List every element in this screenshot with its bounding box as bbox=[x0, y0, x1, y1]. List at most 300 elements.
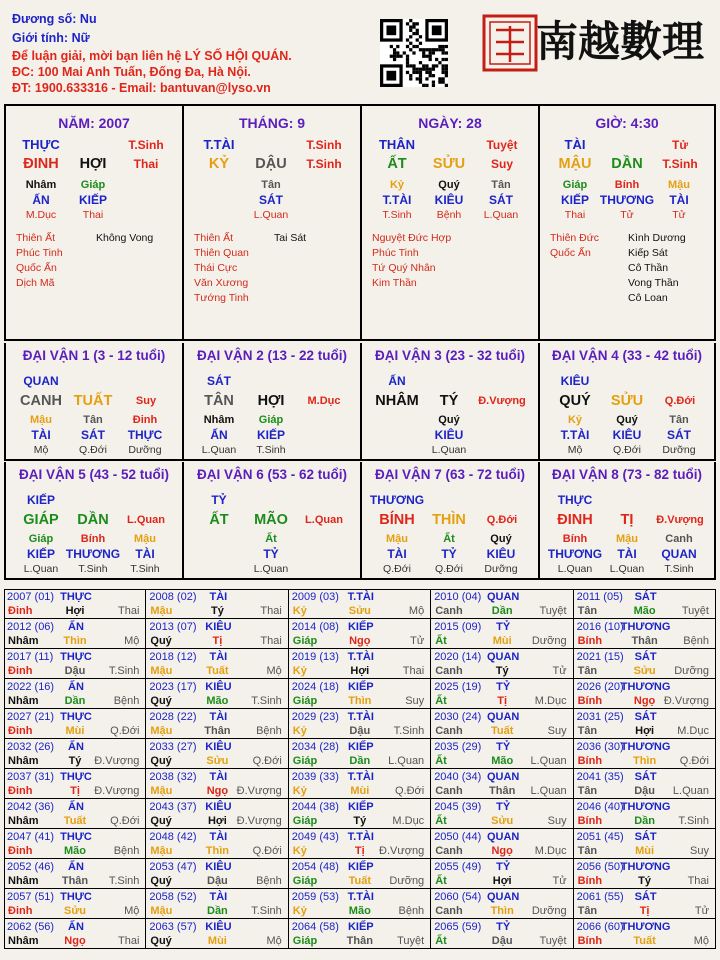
year-branch: Tuất bbox=[633, 935, 656, 947]
year-branch: Sửu bbox=[633, 665, 656, 677]
pillar-4 bbox=[538, 104, 716, 341]
dai-van-hidden-phase: L.Quan bbox=[253, 563, 289, 575]
year-phase: Bệnh bbox=[256, 875, 282, 887]
year-branch: Thân bbox=[631, 635, 658, 647]
dai-van-hidden-phase: L.Quan bbox=[609, 563, 645, 575]
year-phase: Tử bbox=[694, 905, 709, 917]
inauspicious-star: Kình Dương bbox=[628, 232, 686, 244]
dai-van-hidden-ten-god: KIẾP bbox=[26, 547, 56, 561]
dai-van-hidden-stem: Tân bbox=[669, 414, 689, 426]
hidden-stem: Bính bbox=[614, 179, 640, 191]
dai-van-hidden-phase: T.Sinh bbox=[130, 563, 160, 575]
auspicious-star: Thiên Đức bbox=[550, 232, 600, 244]
hidden-ten-god: SÁT bbox=[259, 193, 283, 207]
hidden-stem: Quý bbox=[438, 179, 460, 191]
year-ten-god: T.TÀI bbox=[347, 651, 374, 663]
dai-van-ten-god: ẤN bbox=[388, 374, 406, 388]
year-ten-god: SÁT bbox=[634, 711, 657, 723]
year-cell bbox=[4, 859, 146, 889]
year-phase: Thai bbox=[260, 635, 282, 647]
year-cell bbox=[146, 859, 288, 889]
dai-van-3 bbox=[360, 343, 538, 461]
year-stem: Canh bbox=[435, 665, 463, 677]
year-stem: Tân bbox=[577, 605, 598, 617]
year-branch: Tị bbox=[70, 785, 80, 797]
year-label: 2059 (53) bbox=[291, 891, 339, 903]
year-label: 2019 (13) bbox=[291, 651, 339, 663]
dai-van-title: ĐẠI VẬN 8 (73 - 82 tuổi) bbox=[551, 467, 703, 482]
year-ten-god: ẤN bbox=[68, 741, 84, 753]
dai-van-phase: Suy bbox=[135, 395, 157, 407]
address-line: ĐC: 100 Mai Anh Tuấn, Đống Đa, Hà Nội. bbox=[12, 65, 251, 79]
year-ten-god: KIÊU bbox=[205, 921, 232, 933]
dai-van-hidden-ten-god: THƯƠNG bbox=[65, 547, 121, 561]
heavenly-stem: KỶ bbox=[208, 156, 230, 172]
dai-van-hidden-ten-god: SÁT bbox=[81, 428, 105, 442]
year-label: 2043 (37) bbox=[149, 801, 197, 813]
year-label: 2022 (16) bbox=[7, 681, 55, 693]
year-ten-god: TỶ bbox=[496, 921, 511, 933]
pillar-3 bbox=[360, 104, 538, 341]
dai-van-branch: MÃO bbox=[254, 512, 288, 528]
year-label: 2060 (54) bbox=[434, 891, 482, 903]
year-ten-god: ẤN bbox=[68, 921, 84, 933]
year-cell bbox=[431, 679, 573, 709]
dai-van-ten-god: THỰC bbox=[557, 493, 593, 507]
year-cell bbox=[146, 709, 288, 739]
year-ten-god: KIẾP bbox=[347, 861, 374, 873]
phone-email-line: ĐT: 1900.633316 - Email: bantuvan@lyso.vn bbox=[12, 81, 271, 95]
year-stem: Ất bbox=[435, 815, 447, 827]
year-label: 2021 (15) bbox=[576, 651, 624, 663]
inauspicious-star: Cô Thần bbox=[628, 262, 669, 274]
year-branch: Mùi bbox=[65, 725, 85, 737]
year-label: 2010 (04) bbox=[434, 591, 482, 603]
year-ten-god: QUAN bbox=[486, 771, 520, 783]
dai-van-2 bbox=[182, 343, 360, 461]
year-branch: Sửu bbox=[348, 605, 371, 617]
year-stem: Canh bbox=[435, 725, 463, 737]
year-phase: Dưỡng bbox=[674, 665, 709, 677]
year-stem: Ất bbox=[435, 695, 447, 707]
year-phase: T.Sinh bbox=[678, 815, 709, 827]
year-label: 2039 (33) bbox=[291, 771, 339, 783]
year-ten-god: KIẾP bbox=[347, 921, 374, 933]
year-stem: Mậu bbox=[150, 665, 173, 677]
year-branch: Dần bbox=[491, 605, 513, 617]
year-cell bbox=[289, 649, 431, 679]
stem-ten-god: THÂN bbox=[378, 137, 416, 152]
dai-van-title: ĐẠI VẬN 2 (13 - 22 tuổi) bbox=[196, 348, 348, 363]
year-branch: Ngọ bbox=[206, 785, 229, 797]
year-ten-god: THỰC bbox=[60, 711, 92, 723]
auspicious-star: Nguyệt Đức Hợp bbox=[372, 232, 452, 244]
dai-van-hidden-ten-god: THƯƠNG bbox=[547, 547, 603, 561]
dai-van-hidden-ten-god: KIÊU bbox=[612, 428, 642, 442]
year-label: 2033 (27) bbox=[149, 741, 197, 753]
year-branch: Hợi bbox=[492, 875, 512, 887]
dai-van-branch: THÌN bbox=[432, 512, 466, 528]
year-stem: Bính bbox=[577, 695, 603, 707]
year-branch: Sửu bbox=[63, 905, 87, 917]
stem-phase: Tử bbox=[671, 138, 689, 152]
year-branch: Dần bbox=[207, 905, 228, 917]
year-phase: L.Quan bbox=[530, 755, 567, 767]
dai-van-hidden-stem: Ất bbox=[443, 533, 455, 545]
dai-van-phase: Đ.Vượng bbox=[478, 395, 526, 407]
year-ten-god: KIẾP bbox=[347, 681, 374, 693]
auspicious-star: Tướng Tinh bbox=[194, 292, 249, 304]
year-branch: Mùi bbox=[350, 785, 370, 797]
year-branch: Tý bbox=[495, 665, 509, 677]
year-ten-god: THỰC bbox=[60, 651, 92, 663]
year-cell bbox=[146, 889, 288, 919]
year-ten-god: TÀI bbox=[209, 891, 228, 903]
gender: Giới tính: Nữ bbox=[12, 31, 90, 45]
year-cell bbox=[146, 589, 288, 619]
year-branch: Thìn bbox=[348, 695, 372, 707]
year-phase: Bệnh bbox=[113, 845, 140, 857]
year-ten-god: THƯƠNG bbox=[620, 621, 671, 633]
year-label: 2066 (60) bbox=[576, 921, 624, 933]
stem-ten-god: T.TÀI bbox=[203, 137, 235, 152]
dai-van-hidden-phase: Q.Đới bbox=[613, 444, 641, 456]
year-branch: Dậu bbox=[491, 935, 513, 947]
year-stem: Kỷ bbox=[292, 665, 307, 677]
dai-van-hidden-stem: Mậu bbox=[616, 533, 638, 545]
year-label: 2011 (05) bbox=[576, 591, 623, 603]
auspicious-star: Kim Thần bbox=[372, 277, 417, 289]
year-cell bbox=[4, 799, 146, 829]
year-branch: Hợi bbox=[65, 605, 85, 617]
year-label: 2042 (36) bbox=[7, 801, 55, 813]
year-label: 2057 (51) bbox=[7, 891, 55, 903]
dai-van-hidden-phase: Mộ bbox=[567, 444, 583, 456]
year-ten-god: THỰC bbox=[60, 591, 92, 603]
dai-van-6 bbox=[182, 462, 360, 580]
year-cell bbox=[289, 619, 431, 649]
year-ten-god: THỰC bbox=[60, 831, 92, 843]
year-stem: Canh bbox=[435, 905, 463, 917]
year-cell bbox=[4, 619, 146, 649]
earthly-branch: DẦN bbox=[611, 156, 643, 172]
year-stem: Nhâm bbox=[8, 695, 39, 707]
year-cell bbox=[146, 739, 288, 769]
year-label: 2029 (23) bbox=[291, 711, 339, 723]
dai-van-hidden-phase: Mộ bbox=[33, 444, 49, 456]
year-ten-god: SÁT bbox=[634, 831, 657, 843]
dai-van-hidden-ten-god: SÁT bbox=[667, 428, 691, 442]
year-branch: Thân bbox=[61, 875, 89, 887]
year-label: 2018 (12) bbox=[149, 651, 197, 663]
branch-phase: Thai bbox=[133, 157, 159, 171]
hidden-phase: M.Dục bbox=[25, 209, 57, 221]
year-phase: Suy bbox=[547, 725, 567, 737]
dai-van-stem: NHÂM bbox=[375, 393, 419, 409]
year-label: 2047 (41) bbox=[7, 831, 55, 843]
dai-van-stem: GIÁP bbox=[23, 512, 59, 528]
pillar-title: GIỜ: 4:30 bbox=[595, 115, 659, 131]
year-ten-god: QUAN bbox=[486, 591, 520, 603]
auspicious-star: Thiên Ất bbox=[194, 232, 234, 244]
dai-van-hidden-phase: Q.Đới bbox=[435, 563, 463, 575]
dai-van-branch: HỢI bbox=[257, 393, 285, 409]
year-cell bbox=[574, 589, 716, 619]
dai-van-phase: M.Dục bbox=[307, 395, 341, 407]
year-cell bbox=[289, 889, 431, 919]
stem-ten-god: TÀI bbox=[564, 137, 586, 152]
stem-phase: Tuyệt bbox=[486, 138, 518, 152]
year-ten-god: TÀI bbox=[209, 711, 228, 723]
year-cell bbox=[574, 619, 716, 649]
year-ten-god: KIẾP bbox=[347, 741, 374, 753]
year-phase: M.Dục bbox=[534, 845, 567, 857]
year-ten-god: ẤN bbox=[68, 861, 84, 873]
year-label: 2038 (32) bbox=[149, 771, 197, 783]
year-cell bbox=[431, 799, 573, 829]
year-branch: Tị bbox=[639, 905, 650, 917]
year-phase: M.Dục bbox=[392, 815, 425, 827]
year-phase: Q.Đới bbox=[679, 755, 709, 767]
year-ten-god: T.TÀI bbox=[347, 831, 374, 843]
year-ten-god: KIÊU bbox=[205, 681, 232, 693]
hidden-stem: Mậu bbox=[668, 179, 690, 191]
dai-van-hidden-stem: Mậu bbox=[134, 533, 156, 545]
dai-van-hidden-phase: L.Quan bbox=[23, 563, 59, 575]
year-cell bbox=[4, 589, 146, 619]
dai-van-phase: Q.Đới bbox=[486, 514, 518, 526]
year-phase: Mộ bbox=[693, 935, 709, 947]
year-label: 2020 (14) bbox=[434, 651, 482, 663]
year-branch: Mùi bbox=[492, 635, 512, 647]
dai-van-hidden-ten-god: THỰC bbox=[127, 428, 163, 442]
year-cell bbox=[431, 829, 573, 859]
dai-van-hidden-ten-god: QUAN bbox=[661, 547, 697, 561]
auspicious-star: Quốc Ấn bbox=[550, 247, 591, 259]
year-ten-god: ẤN bbox=[68, 801, 84, 813]
year-stem: Đinh bbox=[8, 665, 33, 677]
year-phase: Tử bbox=[552, 665, 567, 677]
dai-van-branch: TỊ bbox=[620, 512, 634, 528]
year-ten-god: TỶ bbox=[496, 741, 511, 753]
dai-van-title: ĐẠI VẬN 6 (53 - 62 tuổi) bbox=[196, 467, 348, 482]
stem-ten-god: THỰC bbox=[22, 137, 60, 152]
year-ten-god: QUAN bbox=[486, 651, 520, 663]
year-ten-god: KIÊU bbox=[205, 861, 232, 873]
year-phase: Thai bbox=[117, 935, 140, 947]
year-cell bbox=[146, 919, 288, 949]
auspicious-star: Thiên Quan bbox=[194, 247, 249, 259]
year-phase: M.Dục bbox=[534, 695, 567, 707]
qr-code-icon bbox=[380, 19, 448, 87]
year-label: 2061 (55) bbox=[576, 891, 624, 903]
hidden-phase: Tử bbox=[620, 209, 634, 221]
contact-line: Để luận giải, mời bạn liên hệ LÝ SỐ HỘI QUÁN. bbox=[12, 49, 292, 63]
dai-van-hidden-ten-god: ẤN bbox=[210, 428, 228, 442]
year-branch: Tị bbox=[497, 695, 508, 707]
year-stem: Canh bbox=[435, 845, 463, 857]
pillar-2 bbox=[182, 104, 360, 341]
dai-van-hidden-stem: Quý bbox=[616, 414, 638, 426]
year-phase: Dưỡng bbox=[389, 875, 425, 887]
year-stem: Nhâm bbox=[8, 755, 39, 767]
dai-van-hidden-stem: Đinh bbox=[132, 414, 158, 426]
year-cell bbox=[574, 649, 716, 679]
year-ten-god: SÁT bbox=[634, 591, 657, 603]
year-branch: Dần bbox=[64, 695, 86, 707]
year-ten-god: TÀI bbox=[209, 771, 228, 783]
year-branch: Dậu bbox=[207, 875, 228, 887]
year-label: 2008 (02) bbox=[149, 591, 197, 603]
year-phase: Mộ bbox=[124, 905, 140, 917]
year-stem: Bính bbox=[577, 815, 603, 827]
year-branch: Thìn bbox=[205, 845, 229, 857]
year-stem: Bính bbox=[577, 755, 603, 767]
year-stem: Mậu bbox=[150, 605, 173, 617]
dai-van-stem: QUÝ bbox=[559, 393, 591, 409]
year-label: 2031 (25) bbox=[576, 711, 624, 723]
year-branch: Dậu bbox=[634, 785, 655, 797]
year-stem: Nhâm bbox=[8, 815, 39, 827]
year-ten-god: KIÊU bbox=[205, 801, 232, 813]
year-stem: Quý bbox=[150, 875, 172, 887]
year-cell bbox=[289, 799, 431, 829]
dai-van-phase: Đ.Vượng bbox=[656, 514, 704, 526]
year-stem: Đinh bbox=[8, 785, 33, 797]
year-stem: Kỷ bbox=[292, 605, 307, 617]
hidden-stem: Nhâm bbox=[25, 179, 57, 191]
year-label: 2035 (29) bbox=[434, 741, 482, 753]
heavenly-stem: ẤT bbox=[387, 156, 407, 172]
dai-van-hidden-stem: Canh bbox=[665, 533, 693, 545]
year-phase: L.Quan bbox=[530, 785, 567, 797]
year-phase: Tuyệt bbox=[539, 935, 567, 947]
dai-van-stem: TÂN bbox=[204, 393, 234, 409]
year-ten-god: KIẾP bbox=[347, 621, 374, 633]
year-stem: Tân bbox=[577, 785, 598, 797]
year-cell bbox=[4, 679, 146, 709]
year-cell bbox=[289, 859, 431, 889]
year-label: 2014 (08) bbox=[291, 621, 339, 633]
year-stem: Nhâm bbox=[8, 875, 39, 887]
hidden-stem: Giáp bbox=[80, 179, 106, 191]
year-label: 2058 (52) bbox=[149, 891, 197, 903]
year-ten-god: ẤN bbox=[68, 621, 84, 633]
dai-van-hidden-ten-god: KIÊU bbox=[486, 547, 516, 561]
year-cell bbox=[289, 739, 431, 769]
dai-van-hidden-phase: L.Quan bbox=[431, 444, 467, 456]
year-stem: Đinh bbox=[8, 905, 33, 917]
year-stem: Giáp bbox=[292, 635, 318, 647]
dai-van-5 bbox=[4, 462, 182, 580]
earthly-branch: SỬU bbox=[432, 156, 466, 172]
year-phase: Q.Đới bbox=[394, 785, 425, 797]
year-cell bbox=[146, 799, 288, 829]
year-stem: Giáp bbox=[292, 695, 318, 707]
dai-van-hidden-stem: Tân bbox=[83, 414, 103, 426]
year-ten-god: T.TÀI bbox=[347, 891, 374, 903]
year-cell bbox=[289, 829, 431, 859]
year-stem: Ất bbox=[435, 875, 447, 887]
year-ten-god: TÀI bbox=[209, 831, 228, 843]
pillar-title: NGÀY: 28 bbox=[418, 115, 482, 131]
year-stem: Ất bbox=[435, 635, 447, 647]
year-ten-god: TÀI bbox=[209, 651, 228, 663]
year-cell bbox=[574, 829, 716, 859]
year-cell bbox=[574, 919, 716, 949]
year-label: 2054 (48) bbox=[291, 861, 339, 873]
dai-van-hidden-ten-god: TỶ bbox=[441, 547, 457, 561]
dai-van-branch: TÝ bbox=[439, 393, 459, 409]
year-ten-god: TỶ bbox=[496, 621, 511, 633]
dai-van-hidden-phase: L.Quan bbox=[557, 563, 593, 575]
year-cell bbox=[431, 619, 573, 649]
year-stem: Giáp bbox=[292, 755, 318, 767]
dai-van-hidden-stem: Ất bbox=[265, 533, 277, 545]
year-stem: Mậu bbox=[150, 905, 173, 917]
year-ten-god: THƯƠNG bbox=[620, 921, 671, 933]
year-label: 2045 (39) bbox=[434, 801, 482, 813]
year-stem: Đinh bbox=[8, 725, 33, 737]
year-cell bbox=[4, 829, 146, 859]
year-phase: Đ.Vượng bbox=[94, 785, 140, 797]
year-stem: Bính bbox=[577, 635, 603, 647]
year-label: 2046 (40) bbox=[576, 801, 624, 813]
year-cell bbox=[431, 859, 573, 889]
dai-van-title: ĐẠI VẬN 4 (33 - 42 tuổi) bbox=[551, 348, 703, 363]
inauspicious-star: Tai Sát bbox=[274, 232, 307, 244]
year-branch: Tuất bbox=[206, 665, 229, 677]
year-stem: Giáp bbox=[292, 935, 318, 947]
year-label: 2040 (34) bbox=[434, 771, 482, 783]
year-stem: Kỷ bbox=[292, 905, 307, 917]
year-branch: Dậu bbox=[349, 725, 371, 737]
dai-van-ten-god: QUAN bbox=[23, 374, 59, 388]
year-label: 2036 (30) bbox=[576, 741, 624, 753]
dai-van-stem: CANH bbox=[20, 393, 62, 409]
year-ten-god: KIÊU bbox=[205, 741, 232, 753]
year-stem: Kỷ bbox=[292, 725, 307, 737]
year-branch: Tuất bbox=[63, 815, 87, 827]
dai-van-stem: ẤT bbox=[209, 512, 229, 528]
dai-van-hidden-ten-god: KIÊU bbox=[434, 428, 464, 442]
dai-van-hidden-stem: Quý bbox=[490, 533, 512, 545]
year-label: 2055 (49) bbox=[434, 861, 482, 873]
year-branch: Tuất bbox=[490, 725, 514, 737]
year-branch: Thìn bbox=[63, 635, 87, 647]
hidden-phase: Bệnh bbox=[436, 209, 462, 221]
year-phase: Bệnh bbox=[398, 905, 425, 917]
year-label: 2012 (06) bbox=[7, 621, 55, 633]
year-ten-god: TÀI bbox=[209, 591, 228, 603]
year-ten-god: TỶ bbox=[496, 681, 511, 693]
year-phase: L.Quan bbox=[672, 785, 709, 797]
year-label: 2013 (07) bbox=[149, 621, 197, 633]
year-branch: Tý bbox=[353, 815, 367, 827]
inauspicious-star: Không Vong bbox=[96, 232, 154, 244]
year-phase: Q.Đới bbox=[110, 815, 140, 827]
year-branch: Tị bbox=[212, 635, 223, 647]
year-label: 2052 (46) bbox=[7, 861, 55, 873]
dai-van-hidden-stem: Giáp bbox=[28, 533, 54, 545]
year-cell bbox=[574, 859, 716, 889]
year-label: 2025 (19) bbox=[434, 681, 482, 693]
year-ten-god: SÁT bbox=[634, 651, 657, 663]
year-ten-god: THƯƠNG bbox=[620, 741, 671, 753]
year-label: 2044 (38) bbox=[291, 801, 339, 813]
header bbox=[0, 0, 720, 102]
pillar-1 bbox=[4, 104, 182, 341]
